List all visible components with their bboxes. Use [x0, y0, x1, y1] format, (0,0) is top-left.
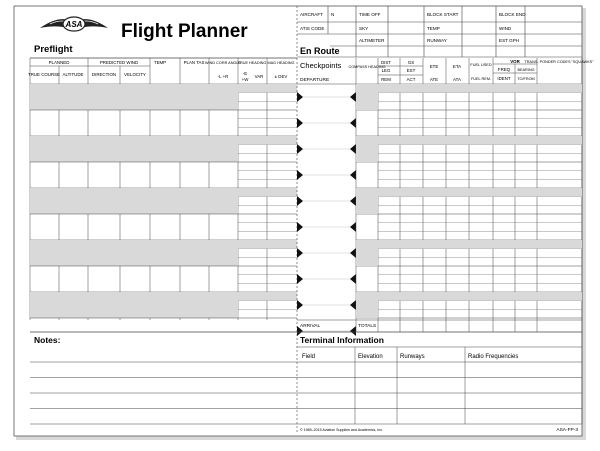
col-vor-bearing: BEARING	[517, 68, 535, 72]
terminal-title: Terminal Information	[300, 335, 384, 345]
heading-sub-shade	[238, 188, 297, 197]
col-dist-rem: REM	[381, 77, 391, 82]
totals-label: TOTALS	[358, 324, 377, 329]
preflight-row-shade	[30, 84, 238, 110]
aircraft-label: AIRCRAFT	[300, 12, 323, 17]
planned-group-label: PLANNED	[48, 60, 70, 65]
enroute-compass-shade	[356, 84, 378, 110]
heading-sub-shade	[238, 240, 297, 249]
true-heading-sub-e: -E	[242, 71, 248, 76]
col-vor-tofrom: TO/FROM	[517, 77, 535, 81]
col-vor-freq: FREQ	[497, 67, 511, 72]
col-ete: ETE	[429, 64, 439, 69]
terminal-col-radio: Radio Frequencies	[468, 354, 519, 360]
mag-heading-sub: ± DEV	[274, 74, 288, 79]
preflight-row-shade	[30, 292, 238, 318]
est-gph-label: EST GPH	[499, 38, 520, 43]
col-gs-est: EST	[406, 68, 416, 73]
col-dist: DIST	[380, 60, 392, 65]
col-transponder: TRANS- PONDER CODES "SQUAWKS"	[524, 60, 594, 64]
enroute-sub-shade	[378, 292, 582, 301]
sky-label: SKY	[359, 26, 369, 31]
preflight-row-shade	[30, 188, 238, 214]
arrival-label: ARRIVAL	[300, 324, 321, 329]
departure-label: DEPARTURE	[300, 78, 330, 83]
atis-code-label: ATIS CODE	[300, 26, 325, 31]
enroute-compass-shade	[356, 240, 378, 266]
wind-label: WIND	[499, 26, 512, 31]
col-vor-ident: IDENT	[497, 76, 511, 81]
col-ata: ATA	[453, 77, 461, 82]
heading-sub-shade	[238, 292, 297, 301]
enroute-sub-shade	[378, 188, 582, 197]
enroute-compass-shade	[356, 292, 378, 318]
form-border	[14, 6, 582, 436]
preflight-row-shade	[30, 240, 238, 266]
logo-text: ASA	[65, 20, 83, 29]
runway-label: RUNWAY	[427, 38, 447, 43]
col-compass-heading: COMPASS HEADING	[348, 65, 386, 69]
col-vor: VOR	[510, 59, 520, 64]
notes-title: Notes:	[34, 335, 61, 345]
wind-corr-sub: -L +R	[217, 74, 229, 79]
true-heading-sub-w: +W	[241, 77, 249, 82]
enroute-sub-shade	[378, 84, 582, 93]
col-plan-tas: PLAN TAS	[183, 60, 205, 65]
col-gs: GS	[407, 60, 415, 65]
col-true-heading: TRUE HEADING	[237, 61, 267, 65]
col-mag-heading: MAG HEADING	[267, 61, 295, 65]
col-altitude: ALTITUDE	[62, 72, 84, 77]
enroute-sub-shade	[378, 136, 582, 145]
copyright-text: © 1989–2015 Aviation Supplies and Academics, Inc.	[300, 428, 384, 432]
heading-sub-shade	[238, 84, 297, 93]
col-fuel-used: FUEL USED	[470, 63, 492, 67]
form-id: ASA-FP-3	[556, 428, 578, 433]
col-true-course: TRUE COURSE	[28, 72, 60, 77]
enroute-compass-shade	[356, 188, 378, 214]
col-temp: TEMP	[153, 60, 167, 65]
true-heading-sub-var: VAR	[254, 74, 264, 79]
block-start-label: BLOCK START	[427, 12, 459, 17]
col-wind-corr-angle: WIND CORR ANGLE	[204, 61, 242, 65]
col-velocity: VELOCITY	[124, 72, 146, 77]
col-gs-act: ACT	[406, 77, 416, 82]
checkpoints-label: Checkpoints	[300, 61, 342, 70]
preflight-title: Preflight	[34, 44, 73, 55]
predicted-wind-group-label: PREDICTED WIND	[99, 60, 139, 65]
n-label: N	[331, 12, 335, 17]
enroute-title: En Route	[300, 46, 340, 56]
enroute-compass-shade	[356, 136, 378, 162]
block-end-label: BLOCK END	[499, 12, 526, 17]
terminal-col-elevation: Elevation	[358, 354, 383, 360]
terminal-col-runways: Runways	[400, 354, 425, 360]
col-dist-leg: LEG	[381, 68, 391, 73]
col-ate: ATE	[429, 77, 439, 82]
col-direction: DIRECTION	[91, 72, 117, 77]
heading-sub-shade	[238, 136, 297, 145]
form-title: Flight Planner	[121, 21, 248, 42]
enroute-sub-shade	[378, 240, 582, 249]
time-off-label: TIME OFF	[359, 12, 381, 17]
col-eta: ETA	[452, 64, 462, 69]
preflight-row-shade	[30, 136, 238, 162]
altimeter-label: ALTIMETER	[359, 38, 385, 43]
temp-label: TEMP	[427, 26, 440, 31]
terminal-col-field: Field	[302, 354, 316, 360]
col-fuel-rem: FUEL REM.	[470, 77, 492, 81]
